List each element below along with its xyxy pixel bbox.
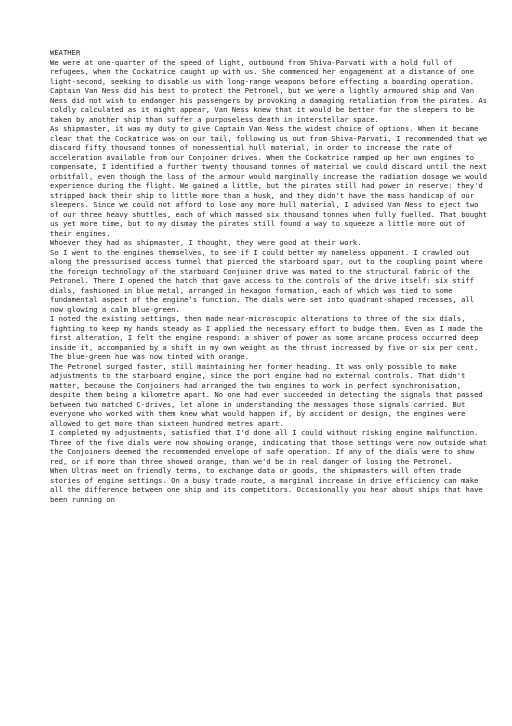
paragraph-4: So I went to the engines themselves, to see if I could better my nameless opponent. I crawled out along the pressurised access tunnel that pierced the starboard spar, out to the coupling point where the foreign technology of the starboard Conjoiner drive was mated to the structural fabric of the Petronel. There I opened the hatch that gave access to the controls of the drive itself: six stiff dials, fashioned in blue metal, arranged in hexagon formation, each of which was tied to some fundamental aspect of the engine's function. The dials were set into quadrant-shaped recesses, all now glowing a calm blue-green. (50, 247, 483, 314)
paragraph-8: When Ultras meet on friendly terms, to exchange data or goods, the shipmasters will often trade stories of engine settings. On a busy trade route, a marginal increase in drive efficiency can make all the difference between one ship and its competitors. Occasionally you hear about ships that have been running on (50, 466, 483, 504)
paragraph-3: Whoever they had as shipmaster, I thought, they were good at their work. (50, 238, 362, 247)
document-title: WEATHER (50, 48, 81, 57)
paragraph-7: I completed my adjustments, satisfied that I'd done all I could without risking engine malfunction. Three of the five dials were now showing orange, indicating that those settings were now outside what the Conjoiners deemed the recommended envelope of safe operation. If any of the dials were to show red, or if more than three showed orange, than we'd be in real danger of losing the Petronel. (50, 428, 488, 466)
paragraph-6: The Petronel surged faster, still maintaining her former heading. It was only possible to make adjustments to the starboard engine, since the port engine had no external controls. That didn't matter, because the Conjoiners had arranged the two engines to work in perfect synchronisation, despite them being a kilometre apart. No one had ever succeeded in detecting the signals that passed between two matched C-drives, let alone in understanding the messages those signals carried. But everyone who worked with them knew what would happen if, by accident or design, the engines were allowed to get more than sixteen hundred metres apart. (50, 361, 483, 428)
paragraph-5: I noted the existing settings, then made near-microscopic alterations to three of the six dials, fighting to keep my hands steady as I applied the necessary effort to budge them. Even as I made the first alteration, I felt the engine respond: a shiver of power as some arcane process occurred deep inside it, accompanied by a shift in my own weight as the thrust increased by five or six per cent. The blue-green hue was now tinted with orange. (50, 314, 483, 361)
paragraph-2: As shipmaster, it was my duty to give Captain Van Ness the widest choice of options. When it became clear that the Cockatrice was on our tail, following us out from Shiva-Parvati, I recommended that we discard fifty thousand tonnes of nonessential hull material, in order to increase the rate of acceleration available from our Conjoiner drives. When the Cockatrice ramped up her own engines to compensate, I identified a further twenty thousand tonnes of material we could discard until the next orbitfall, even though the loss of the armour would marginally increase the radiation dosage we would experience during the flight. We gained a little, but the pirates still had power in reserve: they'd stripped back their ship to little more than a husk, and they didn't have the mass handicap of our sleepers. Since we could not afford to lose any more hull material, I advised Van Ness to eject two of our three heavy shuttles, each of which massed six thousand tonnes when fully fuelled. That bought us yet more time, but to my dismay the pirates still found a way to squeeze a little more out of their engines. (50, 124, 488, 238)
document-page (50, 48, 490, 504)
paragraph-1: We were at one-quarter of the speed of light, outbound from Shiva-Parvati with a hold full of refugees, when the Cockatrice caught up with us. She commenced her engagement at a distance of one light-second, seeking to disable us with long-range weapons before effecting a boarding operation. Captain Van Ness did his best to protect the Petronel, but we were a lightly armoured ship and Van Ness did not wish to endanger his passengers by provoking a damaging retaliation from the pirates. As coldly calculated as it might appear, Van Ness knew that it would be better for the sleepers to be taken by another ship than suffer a purposeless death in interstellar space. (50, 57, 488, 124)
